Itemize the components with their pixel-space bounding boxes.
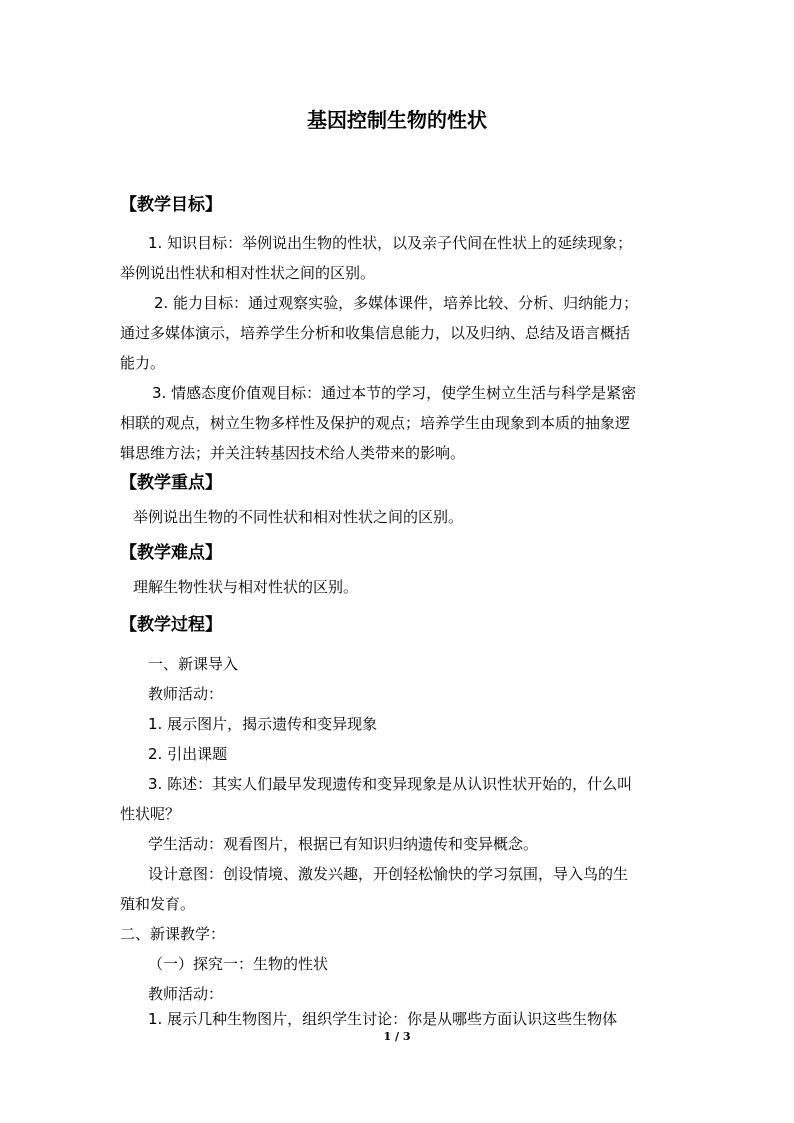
process-line-4: 2. 引出课题 bbox=[148, 745, 228, 763]
process-line-13: 1. 展示几种生物图片，组织学生讨论：你是从哪些方面认识这些生物体 bbox=[148, 1010, 618, 1028]
process-line-3: 1. 展示图片，揭示遗传和变异现象 bbox=[148, 715, 378, 733]
difficulties-line-1: 理解生物性状与相对性状的区别。 bbox=[133, 578, 359, 596]
process-line-12: 教师活动： bbox=[148, 985, 224, 1003]
process-line-7: 学生活动：观看图片，根据已有知识归纳遗传和变异概念。 bbox=[148, 835, 539, 853]
key-points-line-1: 举例说出生物的不同性状和相对性状之间的区别。 bbox=[133, 508, 464, 526]
objectives-line-4: 通过多媒体演示，培养学生分析和收集信息能力，以及归纳、总结及语言概括 bbox=[120, 324, 631, 342]
process-line-11: （一）探究一：生物的性状 bbox=[148, 955, 329, 973]
heading-objectives: 【教学目标】 bbox=[120, 195, 222, 215]
objectives-line-8: 辑思维方法；并关注转基因技术给人类带来的影响。 bbox=[120, 444, 466, 462]
heading-difficulties: 【教学难点】 bbox=[120, 543, 222, 563]
process-line-8: 设计意图：创设情境、激发兴趣，开创轻松愉快的学习氛围，导入鸟的生 bbox=[148, 865, 629, 883]
process-line-9: 殖和发育。 bbox=[120, 895, 196, 913]
objectives-line-1: 1. 知识目标：举例说出生物的性状，以及亲子代间在性状上的延续现象； bbox=[148, 234, 633, 252]
objectives-line-7: 相联的观点，树立生物多样性及保护的观点；培养学生由现象到本质的抽象逻 bbox=[120, 414, 631, 432]
objectives-line-2: 举例说出性状和相对性状之间的区别。 bbox=[120, 264, 376, 282]
process-line-5: 3. 陈述：其实人们最早发现遗传和变异现象是从认识性状开始的，什么叫 bbox=[148, 775, 633, 793]
objectives-line-6: 3. 情感态度价值观目标：通过本节的学习，使学生树立生活与科学是紧密 bbox=[152, 384, 637, 402]
process-line-10: 二、新课教学： bbox=[120, 925, 226, 943]
page-title: 基因控制生物的性状 bbox=[307, 108, 487, 132]
process-line-1: 一、新课导入 bbox=[148, 655, 239, 673]
objectives-line-5: 能力。 bbox=[120, 354, 166, 372]
heading-key-points: 【教学重点】 bbox=[120, 473, 222, 493]
page-number: 1 / 3 bbox=[383, 1030, 411, 1043]
heading-process: 【教学过程】 bbox=[120, 615, 222, 635]
objectives-line-3: 2. 能力目标：通过观察实验，多媒体课件，培养比较、分析、归纳能力； bbox=[154, 294, 639, 312]
process-line-2: 教师活动： bbox=[148, 685, 224, 703]
process-line-6: 性状呢？ bbox=[120, 805, 181, 823]
